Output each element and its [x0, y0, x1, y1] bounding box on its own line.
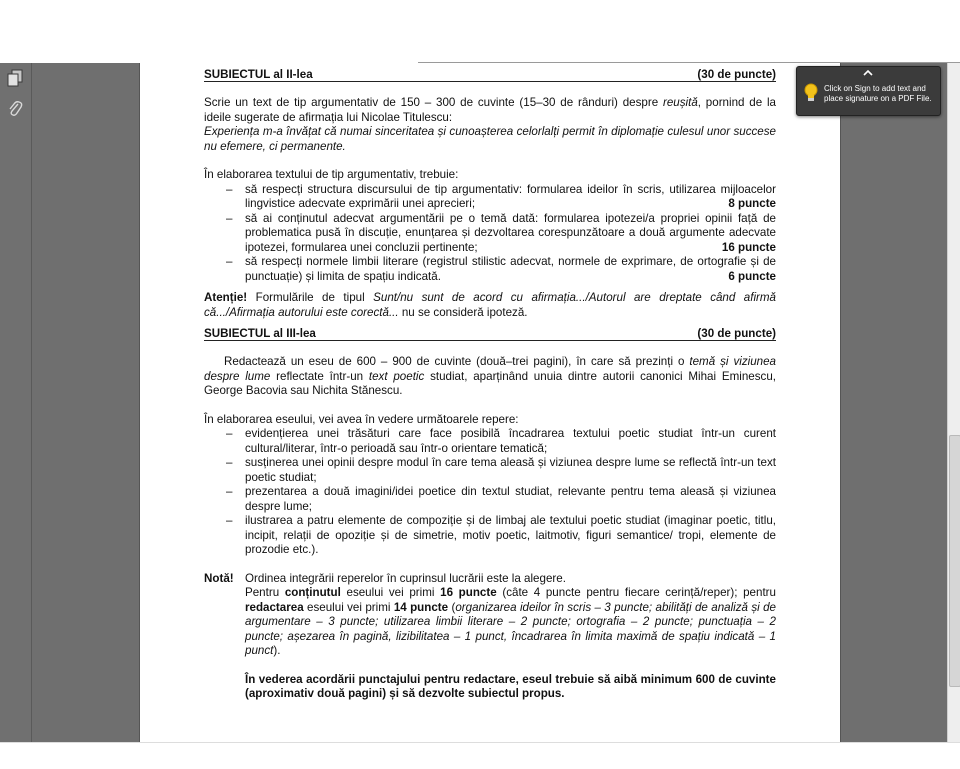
bullet-dash: – [226, 427, 233, 440]
document-area[interactable] [32, 63, 947, 742]
page-content [204, 68, 776, 702]
subject-2-heading [204, 68, 776, 82]
navigation-pane [0, 63, 32, 742]
subject-2-quote: Experiența m-a învățat că numai sinceritatea și cunoașterea celorlalți permit în diplomație culesul unor succese nu efemere, ci permanente. [204, 125, 776, 153]
chevron-up-icon[interactable] [863, 69, 873, 78]
bullet-dash: – [226, 211, 233, 225]
lightbulb-icon [803, 83, 819, 106]
attention-note: Atenție! Formulările de tipul Sunt/nu sunt de acord cu afirmația.../Autorul are dreptate când afirmă că.../Afirmația autorului este corectă... nu se consideră ipoteză. [204, 291, 776, 319]
note-label: Notă! [204, 571, 234, 585]
list-item: – prezentarea a două imagini/idei poetice din textul studiat, relevante pentru tema aleasă și viziunea despre lume; [226, 485, 776, 513]
status-bar [0, 742, 960, 769]
list-item: – să respecți structura discursului de tip argumentativ: formularea ideilor în scris, utilizarea mijloacelor lingvistice adecvate exprimării unei aprecieri; 8 puncte [226, 182, 776, 210]
list-item: – evidențierea unei trăsături care face posibilă încadrarea textului poetic studiat într-un curent cultural/literar, într-o perioadă sau într-o orientare tematică; [226, 427, 776, 455]
item-score: 8 puncte [728, 197, 776, 210]
bullet-dash: – [226, 255, 233, 268]
item-score: 6 puncte [728, 269, 776, 283]
subject-2-title: SUBIECTUL al II-lea [204, 68, 313, 81]
subject-3-title: SUBIECTUL al III-lea [204, 327, 316, 340]
list-item: – să ai conținutul adecvat argumentării pe o temă dată: formularea ipotezei/a propriei opinii față de problematica pusă în discuție, enunțarea și dezvoltarea corespunzătoare a două argumente adecvate ipotezei, formularea unei concluzii pertinente; 16 puncte [226, 211, 776, 254]
tooltip-text: Click on Sign to add text and place signature on a PDF File. [824, 84, 932, 103]
subject-3-heading [204, 327, 776, 341]
pages-icon[interactable] [5, 68, 25, 88]
note-line-1: Ordinea integrării reperelor în cuprinsul lucrării este la alegere. [245, 571, 566, 585]
bullet-dash: – [226, 456, 233, 469]
list-item: – să respecți normele limbii literare (registrul stilistic adecvat, normele de exprimare, de ortografie și de punctuație) și limita de spațiu indicată. 6 puncte [226, 255, 776, 283]
list-item: – susținerea unei opinii despre modul în care tema aleasă și viziunea despre lume se reflectă într-un text poetic studiat; [226, 456, 776, 484]
note-final: În vederea acordării punctajului pentru redactare, eseul trebuie să aibă minimum 600 de cuvinte (aproximativ două pagini) și să dezvolte subiectul propus. [245, 672, 776, 700]
sign-tooltip [796, 66, 941, 116]
item-score: 16 puncte [721, 240, 776, 254]
note-scoring: Pentru conținutul eseului vei primi 16 puncte (câte 4 puncte pentru fiecare cerință/reper); pentru redactarea eseului vei primi 14 puncte (organizarea ideilor în scris – 3 puncte; abilități de analiză și de argumentare – 3 puncte; utilizarea limbii literare – 2 puncte; ortografia – 2 puncte; punctuația – 2 puncte; așezarea în pagină, lizibilitatea – 1 punct, încadrarea în limita maximă de spațiu indicată – 1 punct). [245, 586, 776, 657]
bullet-dash: – [226, 485, 233, 498]
paperclip-icon[interactable] [5, 99, 25, 119]
vertical-scrollbar[interactable] [947, 63, 960, 742]
subject-3-requirements-intro: În elaborarea eseului, vei avea în vedere următoarele repere: [204, 412, 519, 426]
subject-3-points: (30 de puncte) [697, 327, 776, 340]
subject-3-intro: Redactează un eseu de 600 – 900 de cuvinte (două–trei pagini), în care să prezinți o temă și viziunea despre lume reflectate într-un text poetic studiat, aparținând unuia dintre autorii canonici Mihai Eminescu, George Bacovia sau Nichita Stănescu. [204, 355, 776, 397]
scrollbar-thumb[interactable] [949, 435, 960, 687]
list-item: – ilustrarea a patru elemente de compoziție și de limbaj ale textului poetic studiat (imaginar poetic, titlu, incipit, relații de opoziție și de simetrie, motiv poetic, laitmotiv, figuri semantice/ tropi, elemente de prozodie etc.). [226, 514, 776, 556]
pdf-page [139, 63, 841, 742]
grading-note [204, 572, 776, 702]
subject-2-intro: Scrie un text de tip argumentativ de 150 – 300 de cuvinte (15–30 de rânduri) despre reușită, pornind de la ideile sugerate de afirmația lui Nicolae Titulescu: [204, 96, 776, 124]
note-body [245, 572, 776, 702]
subject-2-requirements-intro: În elaborarea textului de tip argumentativ, trebuie: [204, 168, 459, 181]
subject-2-points: (30 de puncte) [697, 68, 776, 81]
bullet-dash: – [226, 514, 233, 527]
bullet-dash: – [226, 182, 233, 196]
